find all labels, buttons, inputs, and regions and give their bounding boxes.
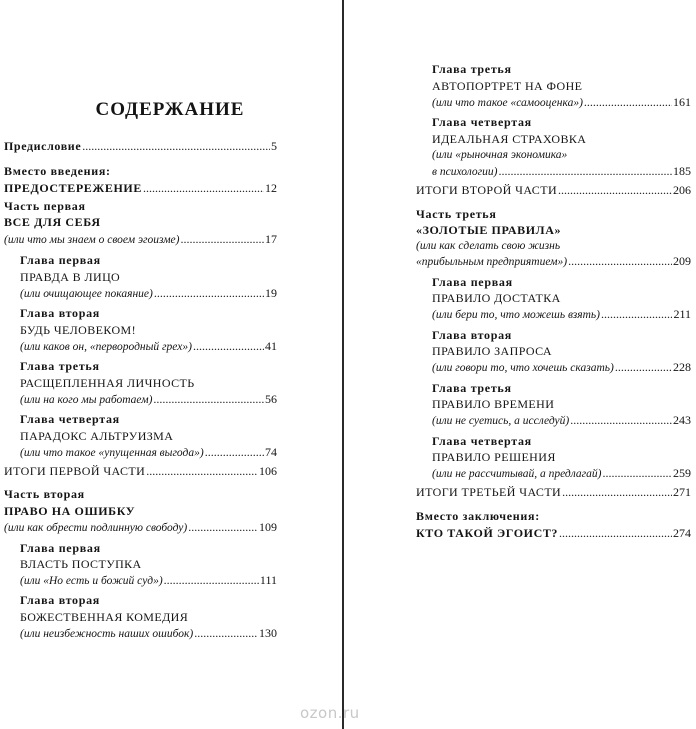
dot-leader [498,163,672,180]
toc-heading [20,592,277,609]
toc-entry-text: ВЛАСТЬ ПОСТУПКА [20,557,142,571]
toc-entry-text: ПРАВО НА ОШИБКУ [4,504,136,518]
page-number: 109 [259,520,277,534]
page-number: 209 [673,254,691,268]
page-number: 74 [265,445,277,459]
toc-entry-text: Глава третья [432,62,512,76]
toc-entry [432,163,691,180]
toc-entry-text: ПРАВДА В ЛИЦО [20,270,121,284]
dot-leader [602,465,672,482]
toc-heading [20,540,277,557]
toc-entry [432,359,691,376]
toc-entry-text: «ЗОЛОТЫЕ ПРАВИЛА» [416,223,562,237]
toc-entry-text: БОЖЕСТВЕННАЯ КОМЕДИЯ [20,610,189,624]
toc-entry [416,484,691,501]
toc-entry-text: (или «рыночная экономика» [432,149,568,161]
dot-leader [601,306,672,323]
toc-entry-text: Вместо введения: [4,164,111,178]
page-number: 130 [259,626,277,640]
toc-entry-text: (или на кого мы работаем) [20,394,153,406]
dot-leader [153,391,264,408]
toc-entry [20,338,277,355]
toc-entry [4,231,277,248]
dot-leader [164,572,259,589]
toc-entry-text: АВТОПОРТРЕТ НА ФОНЕ [432,79,583,93]
page-number: 271 [673,485,691,499]
page-number: 228 [673,360,691,374]
toc-entry [432,94,691,111]
toc-entry-text: Глава четвертая [432,115,532,129]
toc-heading [432,61,691,78]
dot-leader [615,359,672,376]
toc-entry-text: (или что такое «самооценка») [432,97,583,109]
toc-entry-text: ПРАВИЛО ДОСТАТКА [432,291,561,305]
page-number: 161 [673,95,691,109]
toc-heading [20,322,277,339]
right-page [348,0,696,729]
dot-leader [559,525,672,542]
toc-entry-text: ИДЕАЛЬНАЯ СТРАХОВКА [432,132,587,146]
page-number: 274 [673,526,691,540]
dot-leader [154,285,264,302]
dot-leader [146,463,258,480]
toc-entry [416,182,691,199]
toc-entry-text: (или бери то, что можешь взять) [432,309,600,321]
toc-entry [20,285,277,302]
toc-entry-text: Вместо заключения: [416,509,540,523]
toc-heading [4,503,277,520]
toc-entry [432,465,691,482]
toc-entry-text: ПАРАДОКС АЛЬТРУИЗМА [20,429,174,443]
dot-leader [181,231,265,248]
toc-entry-text: Глава первая [20,541,101,555]
toc-entry-text: (или что мы знаем о своем эгоизме) [4,234,180,246]
toc-heading [20,252,277,269]
toc-entry [20,391,277,408]
dot-leader [570,412,672,429]
toc-entry-text: (или не рассчитывай, а предлагай) [432,468,602,480]
toc-heading [20,428,277,445]
left-page [0,0,340,729]
toc-heading [20,609,277,626]
toc-heading [20,556,277,573]
toc-entry-text: Глава вторая [432,328,512,342]
toc-heading [4,198,277,215]
toc-entry-text: Глава первая [20,253,101,267]
toc-entry-text: Часть первая [4,199,86,213]
toc-heading [416,508,691,525]
toc-heading [4,486,277,503]
toc-entry [432,306,691,323]
toc-entry-text: Часть третья [416,207,497,221]
toc-heading [20,375,277,392]
page-number: 12 [265,181,277,195]
toc-entry-text: Часть вторая [4,487,85,501]
toc-entry [4,463,277,480]
toc-entry [432,412,691,429]
toc-entry [416,525,691,542]
toc-heading [20,269,277,286]
toc-entry-text: Глава вторая [20,306,100,320]
page-number: 5 [271,139,277,153]
toc-heading [432,449,691,466]
toc-heading [432,380,691,397]
toc-entry-text: Глава вторая [20,593,100,607]
page-number: 106 [259,464,277,478]
toc-heading [416,206,691,223]
toc-entry-text: ВСЕ ДЛЯ СЕБЯ [4,215,101,229]
toc-entry-text: ПРАВИЛО РЕШЕНИЯ [432,450,556,464]
toc-entry-text: БУДЬ ЧЕЛОВЕКОМ! [20,323,136,337]
toc-entry-text: ПРЕДОСТЕРЕЖЕНИЕ [4,181,142,195]
toc-heading [4,214,277,231]
toc-entry-text: «прибыльным предприятием») [416,256,568,268]
dot-leader [205,444,264,461]
toc-heading [432,343,691,360]
dot-leader [82,138,270,155]
toc-entry-text: ИТОГИ ПЕРВОЙ ЧАСТИ [4,464,146,478]
toc-heading [432,290,691,307]
toc-entry [4,138,277,155]
page-number: 211 [673,307,691,321]
toc-entry [20,444,277,461]
toc-entry-text: (или как обрести подлинную свободу) [4,522,188,534]
toc-entry-text: ПРАВИЛО ВРЕМЕНИ [432,397,555,411]
contents-title: СОДЕРЖАНИЕ [95,99,245,120]
dot-leader [584,94,672,111]
dot-leader [562,484,672,501]
toc-entry-text: (или говори то, что хочешь сказать) [432,362,614,374]
toc-heading [4,163,277,180]
page-number: 17 [265,232,277,246]
toc-entry-text: в психологии) [432,166,498,178]
page-number: 243 [673,413,691,427]
toc-entry-text: ПРАВИЛО ЗАПРОСА [432,344,552,358]
toc-entry-text: (или не суетись, а исследуй) [432,415,570,427]
toc-heading [432,396,691,413]
page-gutter [342,0,344,729]
toc-entry [416,253,691,270]
page-number: 206 [673,183,691,197]
toc-entry-text: Предисловие [4,139,82,153]
page-number: 41 [265,339,277,353]
toc-entry [20,625,277,642]
toc-heading [20,411,277,428]
dot-leader [143,180,264,197]
dot-leader [193,338,264,355]
toc-entry-text: Глава четвертая [432,434,532,448]
toc-heading [20,358,277,375]
toc-heading [432,78,691,95]
toc-heading [432,327,691,344]
dot-leader [194,625,258,642]
toc-heading [432,433,691,450]
toc-entry-text: (или как сделать свою жизнь [416,240,561,252]
toc-entry [4,180,277,197]
dot-leader [558,182,672,199]
toc-entry-text: КТО ТАКОЙ ЭГОИСТ? [416,526,559,540]
toc-entry-text: ИТОГИ ВТОРОЙ ЧАСТИ [416,183,558,197]
toc-entry-text: РАСЩЕПЛЕННАЯ ЛИЧНОСТЬ [20,376,195,390]
dot-leader [188,519,258,536]
toc-entry-text: (или «Но есть и божий суд») [20,575,163,587]
toc-heading [432,114,691,131]
toc-heading [416,222,691,239]
toc-entry-text: (или неизбежность наших ошибок) [20,628,194,640]
toc-entry-text: (или что такое «упущенная выгода») [20,447,204,459]
toc-entry-text: Глава первая [432,275,513,289]
watermark-logo: ozon.ru [300,704,360,722]
toc-entry-text: (или каков он, «первородный грех») [20,341,192,353]
dot-leader [568,253,672,270]
toc-entry-text: Глава третья [432,381,512,395]
toc-heading [432,147,691,164]
toc-entry [4,519,277,536]
toc-heading [432,274,691,291]
toc-entry-text: Глава четвертая [20,412,120,426]
toc-entry-text: ИТОГИ ТРЕТЬЕЙ ЧАСТИ [416,485,562,499]
toc-heading [20,305,277,322]
page-number: 56 [265,392,277,406]
page-number: 259 [673,466,691,480]
toc-entry-text: (или очищающее покаяние) [20,288,153,300]
toc-heading [432,131,691,148]
toc-entry-text: Глава третья [20,359,100,373]
page-number: 19 [265,286,277,300]
toc-entry [20,572,277,589]
page-number: 185 [673,164,691,178]
page-number: 111 [259,573,277,587]
